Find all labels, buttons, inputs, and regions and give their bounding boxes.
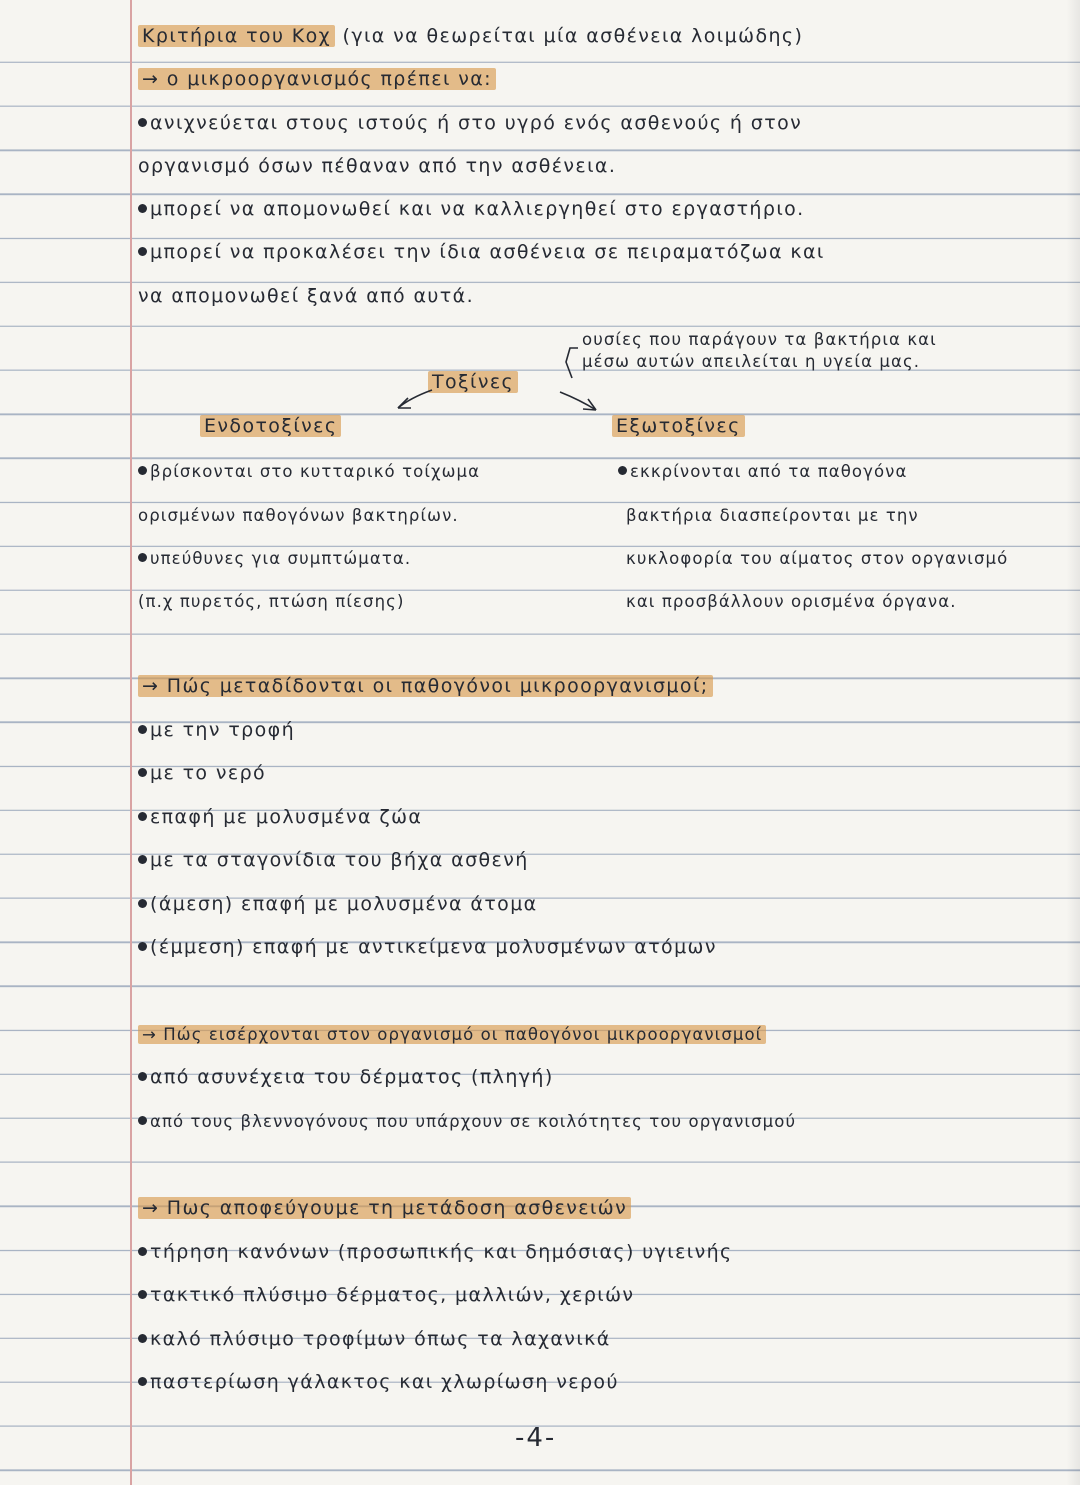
transmission-item-4: με τα σταγονίδια του βήχα ασθενή	[138, 848, 529, 872]
koch-title-suffix: (για να θεωρείται μία ασθένεια λοιμώδης)	[342, 25, 804, 47]
exotoxin-line-2: βακτήρια διασπείρονται με την	[626, 506, 919, 525]
criterion-1-cont: οργανισμό όσων πέθαναν από την ασθένεια.	[138, 155, 617, 177]
koch-title: Κριτήρια του Κοχ	[138, 25, 335, 47]
endotoxin-line-2: ορισμένων παθογόνων βακτηρίων.	[138, 506, 459, 525]
page-number: -4-	[515, 1423, 557, 1453]
criterion-3: μπορεί να προκαλέσει την ίδια ασθένεια σε πειραματόζωα και	[138, 240, 825, 264]
endotoxin-line-1: βρίσκονται στο κυτταρικό τοίχωμα	[138, 460, 480, 484]
entry-heading: → Πώς εισέρχονται στον οργανισμό οι παθογόνοι μικροοργανισμοί	[138, 1025, 766, 1044]
prevention-heading-line	[138, 1196, 631, 1220]
endotoxins-heading: Ενδοτοξίνες	[200, 415, 341, 437]
endotoxins-heading-line	[200, 414, 341, 438]
transmission-heading: → Πώς μεταδίδονται οι παθογόνοι μικροοργανισμοί;	[138, 675, 713, 697]
transmission-item-5: (άμεση) επαφή με μολυσμένα άτομα	[138, 892, 538, 916]
exotoxins-heading: Εξωτοξίνες	[612, 415, 745, 437]
entry-item-1: από ασυνέχεια του δέρματος (πληγή)	[138, 1065, 554, 1089]
toxins-heading: Τοξίνες	[428, 371, 518, 393]
entry-item-2: από τους βλεννογόνους που υπάρχουν σε κοιλότητες του οργανισμού	[138, 1110, 796, 1134]
prevention-item-1: τήρηση κανόνων (προσωπικής και δημόσιας) υγιεινής	[138, 1240, 733, 1264]
exotoxin-line-4: και προσβάλλουν ορισμένα όργανα.	[626, 592, 957, 611]
arrow-to-endotoxins-icon	[398, 390, 432, 408]
criterion-1: ανιχνεύεται στους ιστούς ή στο υγρό ενός ασθενούς ή στον	[138, 111, 802, 135]
microbe-must-heading: → ο μικροοργανισμός πρέπει να:	[138, 68, 496, 90]
entry-heading-line	[138, 1022, 766, 1047]
transmission-heading-line	[138, 674, 713, 698]
transmission-item-6: (έμμεση) επαφή με αντικείμενα μολυσμένων ατόμων	[138, 935, 717, 959]
exotoxin-line-3: κυκλοφορία του αίματος στον οργανισμό	[626, 549, 1009, 568]
prevention-heading: → Πως αποφεύγουμε τη μετάδοση ασθενειών	[138, 1197, 631, 1219]
koch-title-line	[138, 24, 803, 48]
toxin-definition-2: μέσω αυτών απειλείται η υγεία μας.	[582, 352, 921, 371]
endotoxin-line-4: (π.χ πυρετός, πτώση πίεσης)	[138, 592, 405, 611]
definition-bracket-icon	[566, 348, 578, 378]
transmission-item-2: με το νερό	[138, 761, 266, 785]
prevention-item-3: καλό πλύσιμο τροφίμων όπως τα λαχανικά	[138, 1327, 611, 1351]
criterion-3-cont: να απομονωθεί ξανά από αυτά.	[138, 285, 475, 307]
endotoxin-line-3: υπεύθυνες για συμπτώματα.	[138, 547, 411, 571]
transmission-item-3: επαφή με μολυσμένα ζώα	[138, 805, 422, 829]
criterion-2: μπορεί να απομονωθεί και να καλλιεργηθεί στο εργαστήριο.	[138, 197, 805, 221]
toxin-definition-1: ουσίες που παράγουν τα βακτήρια και	[582, 330, 937, 349]
arrow-to-exotoxins-icon	[560, 392, 596, 410]
transmission-item-1: με την τροφή	[138, 718, 295, 742]
prevention-item-4: παστερίωση γάλακτος και χλωρίωση νερού	[138, 1370, 619, 1394]
exotoxins-heading-line	[612, 414, 745, 438]
exotoxin-line-1: εκκρίνονται από τα παθογόνα	[618, 460, 907, 484]
toxins-heading-line	[428, 370, 518, 394]
prevention-item-2: τακτικό πλύσιμο δέρματος, μαλλιών, χεριών	[138, 1283, 634, 1307]
microbe-must-line	[138, 67, 496, 91]
